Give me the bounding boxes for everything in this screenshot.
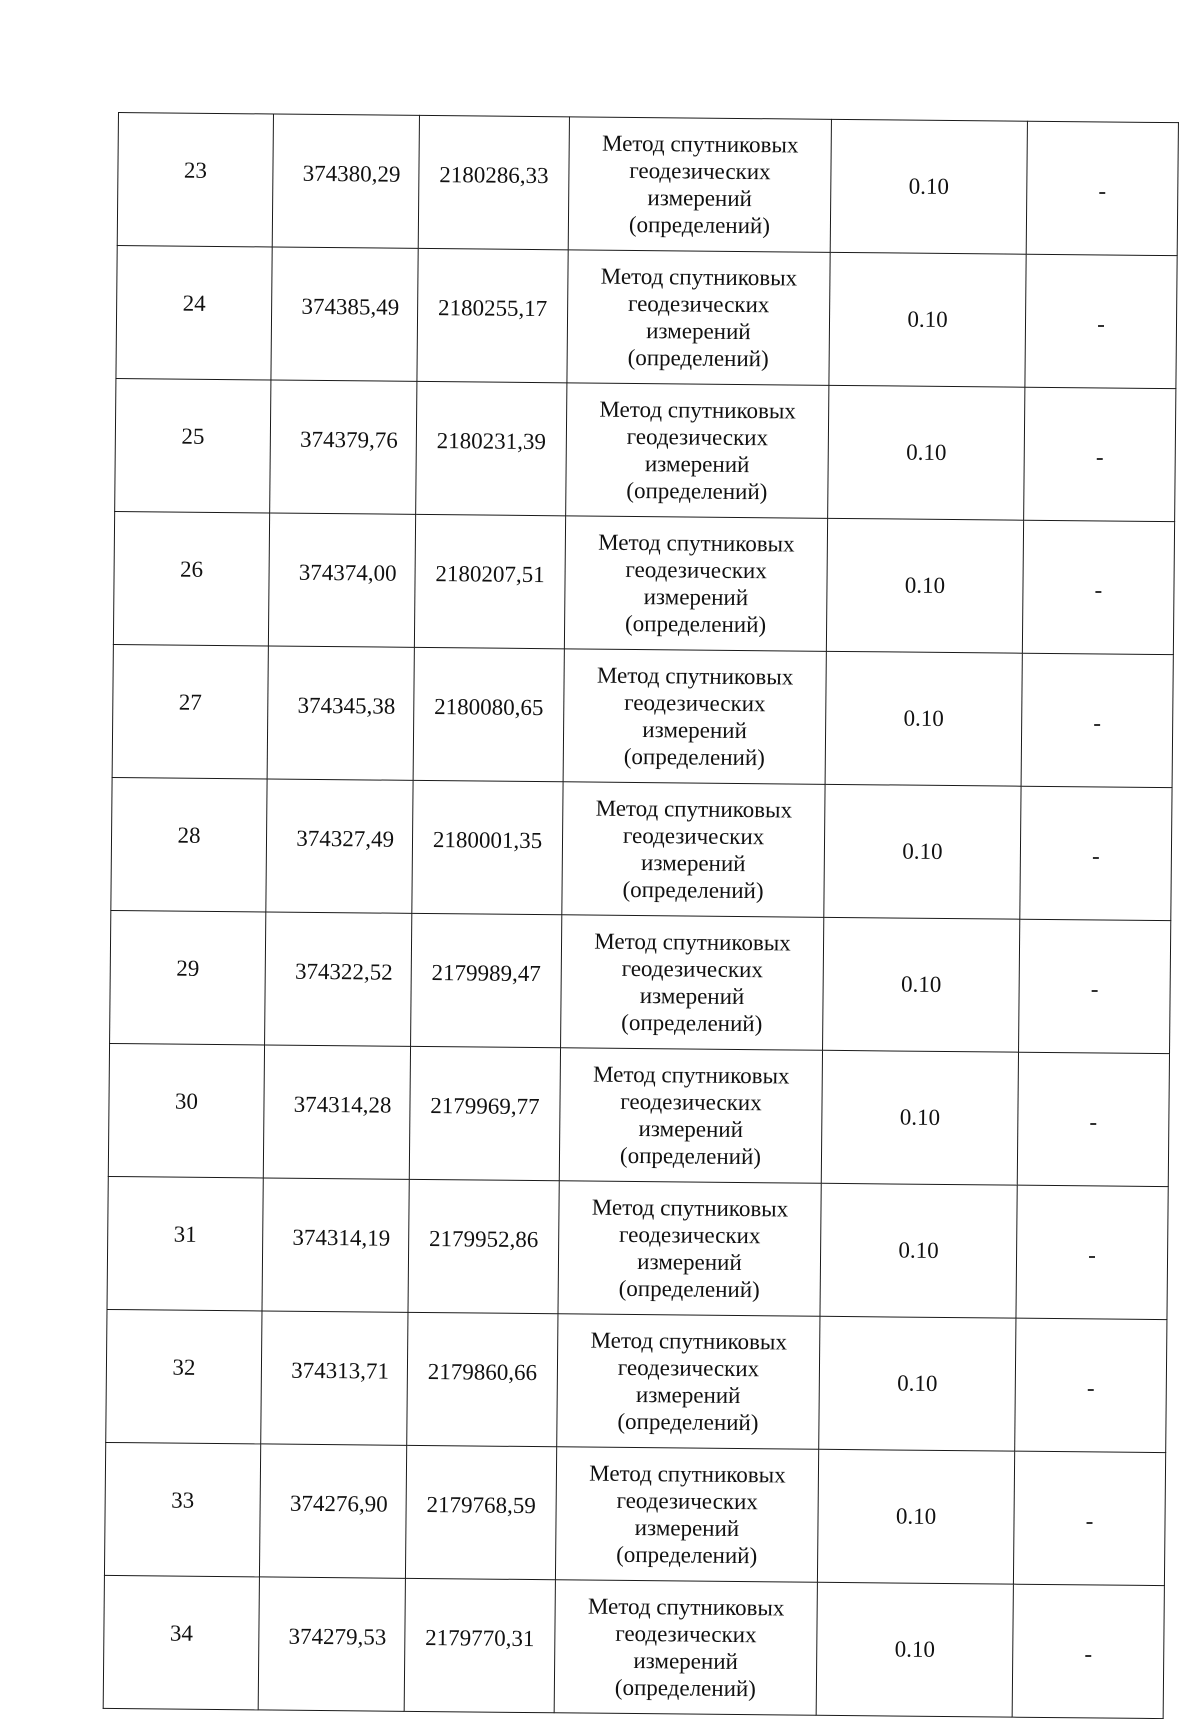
y-coordinate-cell: 2180231,39 bbox=[416, 381, 567, 515]
note-cell: - bbox=[1019, 919, 1171, 1053]
method-line: геодезических bbox=[618, 1221, 761, 1249]
method-line: измерений bbox=[633, 1648, 739, 1675]
point-number-cell: 23 bbox=[117, 113, 273, 247]
note-cell: - bbox=[1013, 1451, 1165, 1585]
method-line: Метод спутниковых bbox=[589, 1460, 786, 1488]
accuracy-cell: 0.10 bbox=[824, 784, 1021, 919]
y-coordinate-cell: 2180255,17 bbox=[417, 248, 568, 382]
coordinates-table-body bbox=[103, 113, 1178, 1719]
method-line: (определений) bbox=[626, 477, 768, 505]
accuracy-cell: 0.10 bbox=[819, 1316, 1016, 1451]
method-line: Метод спутниковых bbox=[600, 263, 798, 291]
method-cell bbox=[564, 516, 827, 652]
accuracy-cell: 0.10 bbox=[817, 1449, 1014, 1584]
coordinates-table bbox=[103, 112, 1179, 1719]
x-coordinate-cell: 374380,29 bbox=[272, 114, 419, 248]
method-line: Метод спутниковых bbox=[591, 1194, 789, 1222]
method-line: (определений) bbox=[614, 1674, 757, 1702]
y-coordinate-cell: 2179952,86 bbox=[408, 1179, 559, 1313]
note-cell: - bbox=[1017, 1052, 1169, 1186]
method-line: геодезических bbox=[625, 556, 767, 584]
method-cell bbox=[567, 250, 830, 386]
method-line: (определений) bbox=[628, 211, 771, 239]
x-coordinate-cell: 374279,53 bbox=[258, 1577, 405, 1711]
note-cell: - bbox=[1020, 786, 1172, 920]
y-coordinate-cell: 2179969,77 bbox=[409, 1046, 560, 1180]
note-cell: - bbox=[1022, 520, 1174, 654]
x-coordinate-cell: 374374,00 bbox=[268, 513, 415, 647]
x-coordinate-cell: 374385,49 bbox=[271, 247, 418, 381]
note-cell: - bbox=[1015, 1318, 1167, 1452]
table-row bbox=[104, 1442, 1165, 1585]
method-line: (определений) bbox=[623, 743, 765, 771]
x-coordinate-cell: 374314,19 bbox=[262, 1178, 409, 1312]
method-line: Метод спутниковых bbox=[594, 928, 791, 956]
table-row bbox=[110, 910, 1171, 1053]
x-coordinate-cell: 374314,28 bbox=[263, 1045, 410, 1179]
point-number-cell: 29 bbox=[110, 910, 266, 1044]
method-line: геодезических bbox=[620, 1088, 762, 1116]
method-cell bbox=[557, 1314, 820, 1450]
method-line: Метод спутниковых bbox=[599, 396, 796, 424]
note-cell: - bbox=[1016, 1185, 1168, 1319]
table-row bbox=[103, 1575, 1164, 1718]
x-coordinate-cell: 374322,52 bbox=[265, 912, 412, 1046]
method-line: геодезических bbox=[626, 423, 769, 451]
table-row bbox=[116, 245, 1177, 388]
method-line: (определений) bbox=[619, 1142, 762, 1170]
table-row bbox=[106, 1309, 1167, 1452]
method-line: измерений bbox=[646, 318, 751, 345]
point-number-cell: 33 bbox=[104, 1442, 260, 1576]
y-coordinate-cell: 2179989,47 bbox=[411, 913, 562, 1047]
accuracy-cell: 0.10 bbox=[830, 119, 1027, 254]
table-row bbox=[107, 1176, 1168, 1319]
note-cell: - bbox=[1012, 1584, 1164, 1718]
method-cell bbox=[563, 649, 826, 785]
table-row bbox=[113, 511, 1174, 654]
method-line: измерений bbox=[634, 1515, 740, 1542]
x-coordinate-cell: 374345,38 bbox=[267, 646, 414, 780]
method-line: (определений) bbox=[622, 876, 764, 904]
method-line: геодезических bbox=[627, 290, 770, 318]
method-line: измерений bbox=[647, 185, 753, 212]
method-line: измерений bbox=[635, 1382, 741, 1409]
method-line: (определений) bbox=[624, 610, 767, 638]
x-coordinate-cell: 374276,90 bbox=[259, 1444, 406, 1578]
point-number-cell: 24 bbox=[116, 245, 272, 379]
y-coordinate-cell: 2180080,65 bbox=[413, 647, 564, 781]
accuracy-cell: 0.10 bbox=[828, 385, 1025, 520]
method-line: Метод спутниковых bbox=[590, 1327, 788, 1355]
method-line: геодезических bbox=[622, 822, 765, 850]
table-row bbox=[115, 378, 1176, 521]
point-number-cell: 30 bbox=[108, 1043, 264, 1177]
accuracy-cell: 0.10 bbox=[816, 1582, 1013, 1717]
y-coordinate-cell: 2180286,33 bbox=[418, 115, 569, 249]
method-cell bbox=[562, 782, 825, 918]
method-line: Метод спутниковых bbox=[587, 1593, 785, 1621]
method-line: (определений) bbox=[618, 1275, 760, 1303]
method-cell bbox=[561, 915, 824, 1051]
y-coordinate-cell: 2179770,31 bbox=[404, 1578, 555, 1712]
table-row bbox=[108, 1043, 1169, 1186]
method-line: (определений) bbox=[627, 344, 769, 372]
method-cell bbox=[568, 117, 831, 253]
method-cell bbox=[566, 383, 829, 519]
table-row bbox=[112, 644, 1173, 787]
method-line: Метод спутниковых bbox=[601, 130, 799, 158]
method-line: (определений) bbox=[616, 1541, 758, 1569]
method-cell bbox=[555, 1447, 818, 1583]
method-line: измерений bbox=[644, 451, 750, 478]
method-line: геодезических bbox=[616, 1487, 758, 1515]
method-line: геодезических bbox=[621, 955, 764, 983]
method-line: измерений bbox=[642, 717, 747, 744]
method-line: измерений bbox=[638, 1116, 744, 1143]
method-line: измерений bbox=[637, 1249, 742, 1276]
point-number-cell: 34 bbox=[103, 1575, 259, 1709]
method-line: измерений bbox=[639, 983, 745, 1010]
note-cell: - bbox=[1026, 121, 1178, 255]
x-coordinate-cell: 374313,71 bbox=[261, 1311, 408, 1445]
table-row bbox=[111, 777, 1172, 920]
accuracy-cell: 0.10 bbox=[821, 1050, 1018, 1185]
y-coordinate-cell: 2180001,35 bbox=[412, 780, 563, 914]
method-cell bbox=[558, 1181, 821, 1317]
accuracy-cell: 0.10 bbox=[829, 252, 1026, 387]
method-line: геодезических bbox=[629, 157, 771, 185]
note-cell: - bbox=[1024, 387, 1176, 521]
method-line: геодезических bbox=[624, 689, 766, 717]
note-cell: - bbox=[1025, 254, 1177, 388]
y-coordinate-cell: 2179768,59 bbox=[405, 1445, 556, 1579]
x-coordinate-cell: 374327,49 bbox=[266, 779, 413, 913]
method-cell bbox=[559, 1048, 822, 1184]
method-line: (определений) bbox=[621, 1009, 763, 1037]
accuracy-cell: 0.10 bbox=[826, 518, 1023, 653]
method-line: измерений bbox=[643, 584, 749, 611]
x-coordinate-cell: 374379,76 bbox=[270, 380, 417, 514]
method-cell bbox=[554, 1580, 817, 1716]
method-line: измерений bbox=[640, 850, 746, 877]
note-cell: - bbox=[1021, 653, 1173, 787]
point-number-cell: 25 bbox=[115, 378, 271, 512]
accuracy-cell: 0.10 bbox=[823, 917, 1020, 1052]
point-number-cell: 27 bbox=[112, 644, 268, 778]
accuracy-cell: 0.10 bbox=[825, 651, 1022, 786]
method-line: Метод спутниковых bbox=[595, 795, 793, 823]
y-coordinate-cell: 2180207,51 bbox=[414, 514, 565, 648]
point-number-cell: 28 bbox=[111, 777, 267, 911]
table-row bbox=[117, 113, 1178, 256]
method-line: Метод спутниковых bbox=[592, 1061, 790, 1089]
point-number-cell: 26 bbox=[113, 511, 269, 645]
point-number-cell: 32 bbox=[106, 1309, 262, 1443]
y-coordinate-cell: 2179860,66 bbox=[407, 1312, 558, 1446]
method-line: Метод спутниковых bbox=[598, 529, 795, 557]
method-line: Метод спутниковых bbox=[596, 662, 794, 690]
point-number-cell: 31 bbox=[107, 1176, 263, 1310]
accuracy-cell: 0.10 bbox=[820, 1183, 1017, 1318]
method-line: геодезических bbox=[615, 1620, 757, 1648]
method-line: геодезических bbox=[617, 1354, 760, 1382]
method-line: (определений) bbox=[617, 1408, 759, 1436]
